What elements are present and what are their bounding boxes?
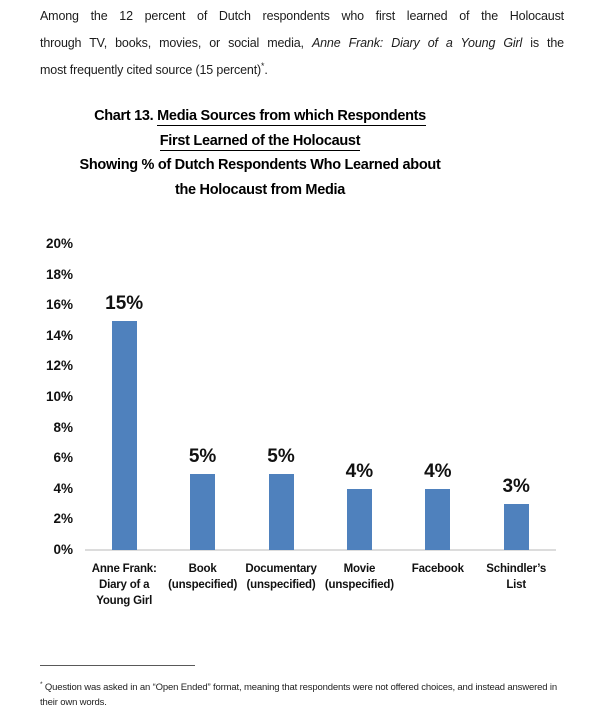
bar-value-label: 5% [267,445,295,467]
y-tick-label: 8% [53,419,73,435]
y-tick-label: 10% [45,389,73,404]
intro-line3-main: most frequently cited source (15 percent) [40,63,262,77]
bar [190,474,215,551]
bar-value-label: 15% [105,292,144,314]
category-label: Movie (unspecified) [324,563,394,591]
bar [269,474,294,551]
intro-line2-post: is the [522,36,564,50]
y-tick-label: 20% [45,236,73,251]
footnote-text [40,680,567,710]
bar [504,504,529,550]
y-tick-label: 0% [53,542,73,557]
bar-value-label: 3% [502,476,530,498]
bar-value-label: 4% [345,460,374,482]
footnote-body: Question was asked in an “Open Ended” format, meaning that respondents were not offered choices, and instead answered in their own words. [40,682,557,708]
book-title-italic: Anne Frank: Diary of a Young Girl [311,36,523,50]
category-label: Book (unspecified) [168,563,238,591]
category-label: Documentary (unspecified) [245,563,317,591]
intro-line3-end: . [264,63,268,77]
bar-value-label: 5% [188,445,217,467]
y-tick-label: 12% [45,358,73,374]
chart-title-underlined-2: First Learned of the Holocaust [159,132,361,149]
intro-line2-pre: through TV, books, movies, or social media, [40,36,312,50]
intro-line-1: Among the 12 percent of Dutch respondents who first learned of the Holocaust [40,9,564,23]
bar [347,489,372,550]
bar-value-label: 4% [424,460,452,482]
chart-subtitle-line-2: the Holocaust from Media [174,181,346,198]
footnote-separator [40,665,195,666]
y-tick-label: 18% [45,266,73,282]
y-tick-label: 6% [53,450,73,466]
chart-subtitle-line-1: Showing % of Dutch Respondents Who Learned about [79,157,441,173]
y-tick-label: 4% [53,480,73,496]
footnote-marker: * [261,60,265,71]
bar [112,321,137,551]
y-tick-label: 2% [53,511,73,527]
category-label: Anne Frank: Diary of a Young Girl [91,563,157,607]
y-tick-label: 16% [45,297,73,313]
bar [425,489,450,550]
category-label: Schindler’s List [486,563,547,591]
footnote-asterisk: * [40,680,43,688]
category-label: Facebook [411,563,464,575]
x-axis-line [85,549,556,551]
chart-title-underlined-1: Media Sources from which Respondents [157,108,426,124]
y-tick-label: 14% [45,327,73,343]
chart-number: Chart 13. [94,108,158,124]
